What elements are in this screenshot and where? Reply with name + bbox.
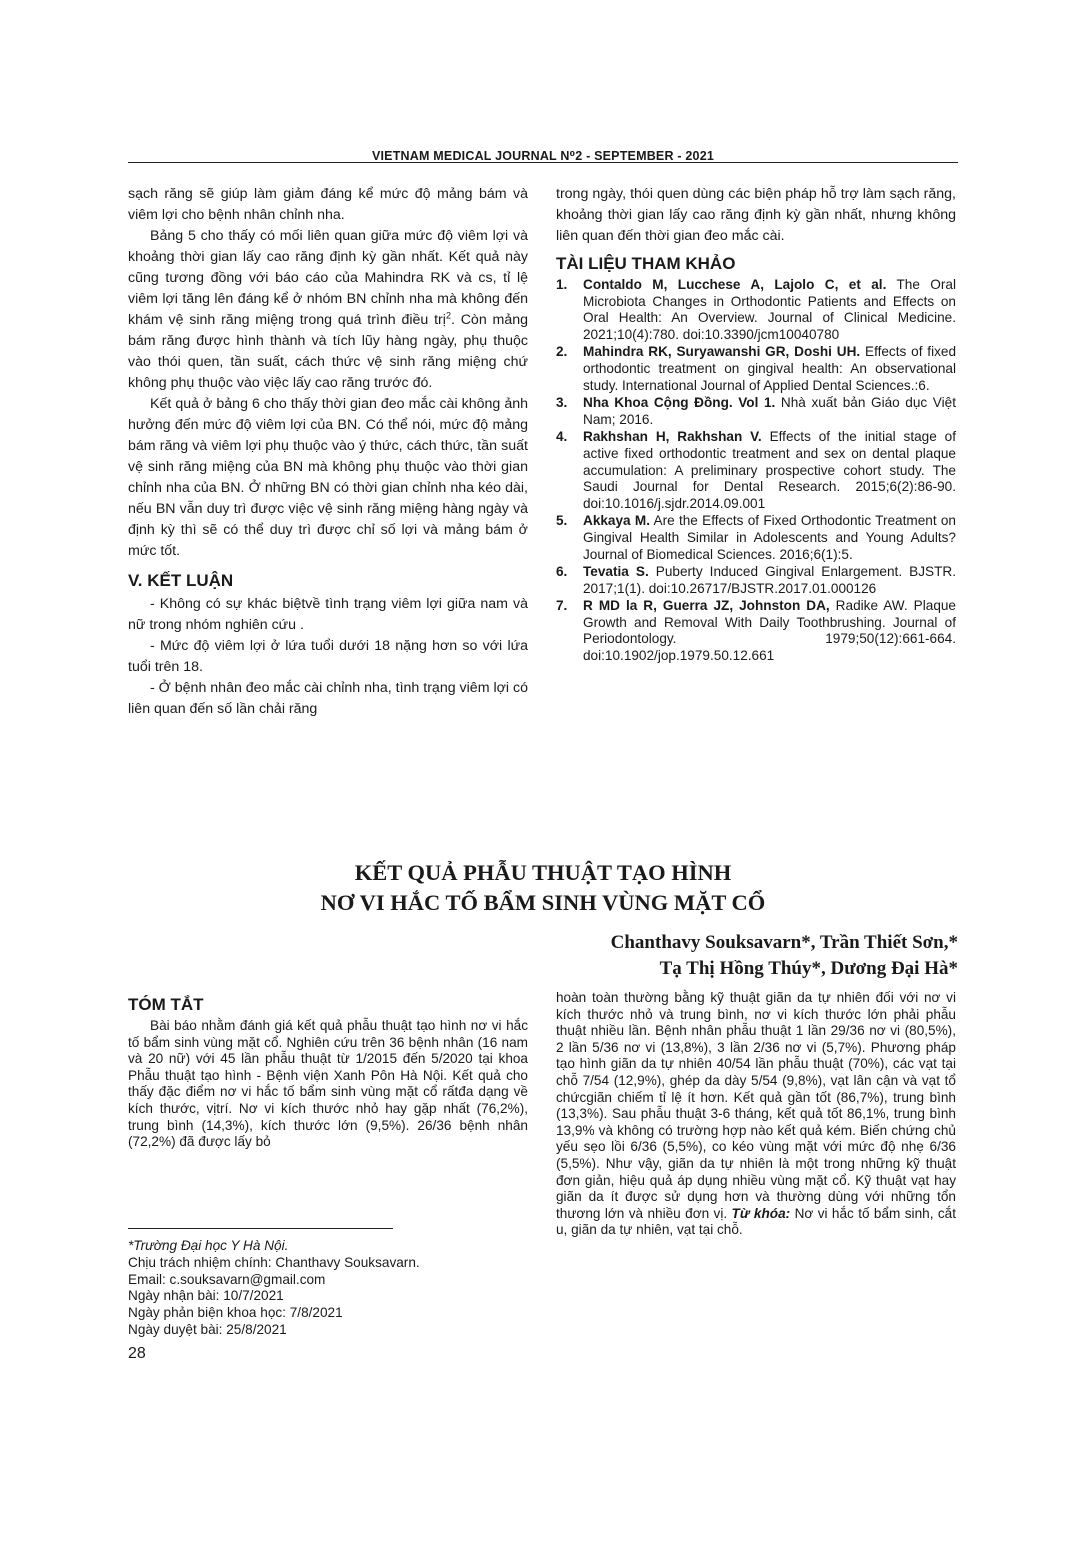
abstract-heading: TÓM TẮT: [128, 995, 204, 1014]
running-header: VIETNAM MEDICAL JOURNAL N⁰2 - SEPTEMBER - 2021: [371, 149, 715, 163]
abstract-right: [556, 990, 956, 1239]
reference-item: [556, 429, 956, 512]
reference-number: 7.: [556, 598, 568, 614]
received-date: Ngày nhận bài: 10/7/2021: [128, 1288, 284, 1304]
conclusion-item: - Không có sự khác biệtvề tình trạng viêm lợi giữa nam và nữ trong nhóm nghiên cứu .: [128, 596, 528, 633]
reference-body: Effects of fixed orthodontic treatment on gingival health: An observational study. International Journal of Applied Dental Sciences.:6.: [583, 344, 957, 393]
reference-body: Puberty Induced Gingival Enlargement. BJSTR. 2017;1(1). doi:10.26717/BJSTR.2017.01.000126: [583, 564, 956, 596]
reference-body: The Oral Microbiota Changes in Orthodontic Patients and Effects on Oral Health: An Overview. Journal of Clinical Medicine. 2021;10(4):780. doi:10.3390/jcm10040780: [583, 277, 956, 342]
reference-list: [556, 277, 956, 665]
paragraph: sạch răng sẽ giúp làm giảm đáng kể mức độ mảng bám và viêm lợi cho bệnh nhân chỉnh nha.: [128, 186, 528, 223]
citation-superscript: 2: [445, 310, 451, 321]
reference-number: 6.: [556, 564, 568, 580]
abstract-text: hoàn toàn thường bằng kỹ thuật giãn da tự nhiên đối với nơ vi kích thước nhỏ và trung bình, nơ vi kích thước lớn phải phẫu thuật nhiều lần. Bệnh nhân phẫu thuật 1 lần 29/36 nơ vi (80,5%), 2 lần 5/36 nơ vi (13,8%), 3 lần 2/36 nơ vi (5,7%). Phương pháp tạo hình giãn da tự nhiên 40/54 lần phẫu thuật (70%), các vạt tại chỗ 7/54 (12,9%), ghép da dày 5/54 (9,8%), vạt lân cận và vạt tổ chứcgiãn chiếm tỉ lệ ít hơn. Kết quả gần tốt (86,7%), trung bình (13,3%). Sau phẫu thuật 3-6 tháng, kết quả tốt 86,1%, trung bình 13,9% và không có trường hợp nào kết quả kém. Biến chứng chủ yếu sẹo lồi 6/36 (5,5%), co kéo vùng mặt với mức độ nhẹ 6/36 (5,5%). Như vậy, giãn da tự nhiên là một trong những kỹ thuật đơn giản, hiệu quả áp dụng nhiều vùng mặt cổ. Kỹ thuật vạt hay giãn da ít được sử dụng hơn và thường dùng với những tổn thương lớn và nhiều đơn vị.: [556, 990, 956, 1221]
reference-authors: Tevatia S.: [583, 564, 649, 580]
review-date: Ngày phản biện khoa học: 7/8/2021: [128, 1305, 343, 1321]
reference-number: 5.: [556, 513, 568, 529]
reference-authors: Rakhshan H, Rakhshan V.: [583, 429, 762, 445]
article-authors: [500, 930, 958, 982]
reference-text: [583, 277, 956, 343]
page-number: 28: [128, 1345, 146, 1362]
reference-authors: Nha Khoa Cộng Đồng. Vol 1.: [583, 395, 776, 411]
paragraph-text: Bảng 5 cho thấy có mối liên quan giữa mức độ viêm lợi và khoảng thời gian lấy cao răng định kỳ gần nhất. Kết quả này cũng tương đồng với báo cáo của Mahindra RK và cs, tỉ lệ viêm lợi tăng lên đáng kể ở nhóm BN chỉnh nha mà không đến khám vệ sinh răng miệng trong quá trình điều trị: [128, 228, 528, 328]
reference-authors: Akkaya M.: [583, 513, 650, 529]
reference-text: [583, 598, 956, 664]
keywords: Nơ vi hắc tố bẩm sinh, cắt u, giãn da tự nhiên, vạt tại chỗ.: [556, 1205, 956, 1238]
abstract-text: Bài báo nhằm đánh giá kết quả phẫu thuật tạo hình nơ vi hắc tố bẩm sinh vùng mặt cổ. Nghiên cứu trên 36 bệnh nhân (16 nam và 20 nữ) với 45 lần phẫu thuật từ 1/2015 đến 5/2020 tại khoa Phẫu thuật tạo hình - Bệnh viện Xanh Pôn Hà Nội. Kết quả cho thấy đặc điểm nơ vi hắc tố bẩm sinh vùng mặt cổ rấtđa dạng về kích thước, vịtrí. Nơ vi kích thước nhỏ hay gặp nhất (76,2%), trung bình (14,3%), kích thước lớn (9,5%). 26/36 bệnh nhân (72,2%) đã được lấy bỏ: [128, 1018, 528, 1150]
responsible-author: Chịu trách nhiệm chính: Chanthavy Souksavarn.: [128, 1254, 420, 1270]
reference-item: [556, 564, 956, 597]
article-title-line: KẾT QUẢ PHẪU THUẬT TẠO HÌNH: [354, 860, 732, 885]
conclusion-heading: V. KẾT LUẬN: [128, 571, 234, 590]
reference-item: [556, 344, 956, 394]
reference-authors: Mahindra RK, Suryawanshi GR, Doshi UH.: [583, 344, 861, 360]
reference-text: [583, 395, 956, 428]
paragraph-text: . Còn mảng bám răng được hình thành và tích lũy hàng ngày, phụ thuộc vào thói quen, tần suất, cách thức vệ sinh răng miệng chứ không phụ thuộc vào việc lấy cao răng trước đó.: [128, 312, 528, 391]
paragraph: trong ngày, thói quen dùng các biện pháp hỗ trợ làm sạch răng, khoảng thời gian lấy cao răng định kỳ gần nhất, nhưng không liên quan đến thời gian đeo mắc cài.: [556, 186, 956, 244]
authors-line: Chanthavy Souksavarn*, Trần Thiết Sơn,*: [610, 932, 958, 953]
references-heading: TÀI LIỆU THAM KHẢO: [556, 254, 736, 273]
header-rule: [128, 162, 958, 163]
reference-body: Effects of the initial stage of active fixed orthodontic treatment and sex on dental plaque accumulation: A preliminary prospective cohort study. The Saudi Journal for Dental Research. 2015;6(2):86-90. doi:10.1016/j.sjdr.2014.09.001: [583, 429, 956, 511]
right-column-top: [556, 184, 956, 666]
reference-body: Nhà xuất bản Giáo dục Việt Nam; 2016.: [583, 395, 956, 427]
footnote-rule: [128, 1228, 393, 1229]
email: Email: c.souksavarn@gmail.com: [128, 1271, 326, 1287]
conclusion-item: - Mức độ viêm lợi ở lứa tuổi dưới 18 nặng hơn so với lứa tuổi trên 18.: [128, 638, 528, 675]
reference-authors: Contaldo M, Lucchese A, Lajolo C, et al.: [583, 277, 887, 292]
reference-body: Radike AW. Plaque Growth and Removal With Daily Toothbrushing. Journal of Periodontology. 1979;50(12):661-664. doi:10.1902/jop.1979.50.12.661: [583, 598, 956, 664]
keywords-label: Từ khóa:: [731, 1205, 791, 1221]
article-title-line: NƠ VI HẮC TỐ BẨM SINH VÙNG MẶT CỔ: [320, 890, 766, 915]
reference-number: 1.: [556, 277, 568, 292]
article-title: [128, 858, 958, 918]
reference-text: [583, 344, 956, 394]
reference-item: [556, 395, 956, 428]
reference-number: 4.: [556, 429, 568, 445]
abstract-left: [128, 1018, 528, 1151]
paragraph: [128, 226, 528, 394]
reference-authors: R MD la R, Guerra JZ, Johnston DA,: [583, 598, 830, 614]
reference-body: Are the Effects of Fixed Orthodontic Treatment on Gingival Health Similar in Adolescents and Young Adults? Journal of Biomedical Sciences. 2016;6(1):5.: [583, 513, 956, 562]
affiliation: *Trường Đại học Y Hà Nội.: [128, 1238, 289, 1253]
reference-text: [583, 429, 956, 512]
approval-date: Ngày duyệt bài: 25/8/2021: [128, 1321, 287, 1337]
reference-number: 3.: [556, 395, 568, 411]
reference-item: [556, 277, 956, 343]
reference-item: [556, 598, 956, 664]
reference-text: [583, 513, 956, 563]
left-column-top: [128, 184, 528, 720]
reference-text: [583, 564, 956, 597]
paragraph: Kết quả ở bảng 6 cho thấy thời gian đeo mắc cài không ảnh hưởng đến mức độ viêm lợi của BN. Có thể nói, mức độ mảng bám răng và viêm lợi phụ thuộc vào ý thức, cách thức, tần suất vệ sinh răng miệng của BN mà không phụ thuộc vào thời gian chỉnh nha của BN. Ở những BN có thời gian chỉnh nha kéo dài, nếu BN vẫn duy trì được việc vệ sinh răng miệng hàng ngày và định kỳ thì sẽ có thể duy trì được chỉ số lợi và mảng bám ở mức tốt.: [128, 396, 528, 559]
reference-number: 2.: [556, 344, 568, 360]
footnote: [128, 1238, 548, 1339]
authors-line: Tạ Thị Hồng Thúy*, Dương Đại Hà*: [659, 958, 958, 979]
conclusion-item: - Ở bệnh nhân đeo mắc cài chỉnh nha, tình trạng viêm lợi có liên quan đến số lần chải răng: [128, 680, 528, 717]
reference-item: [556, 513, 956, 563]
